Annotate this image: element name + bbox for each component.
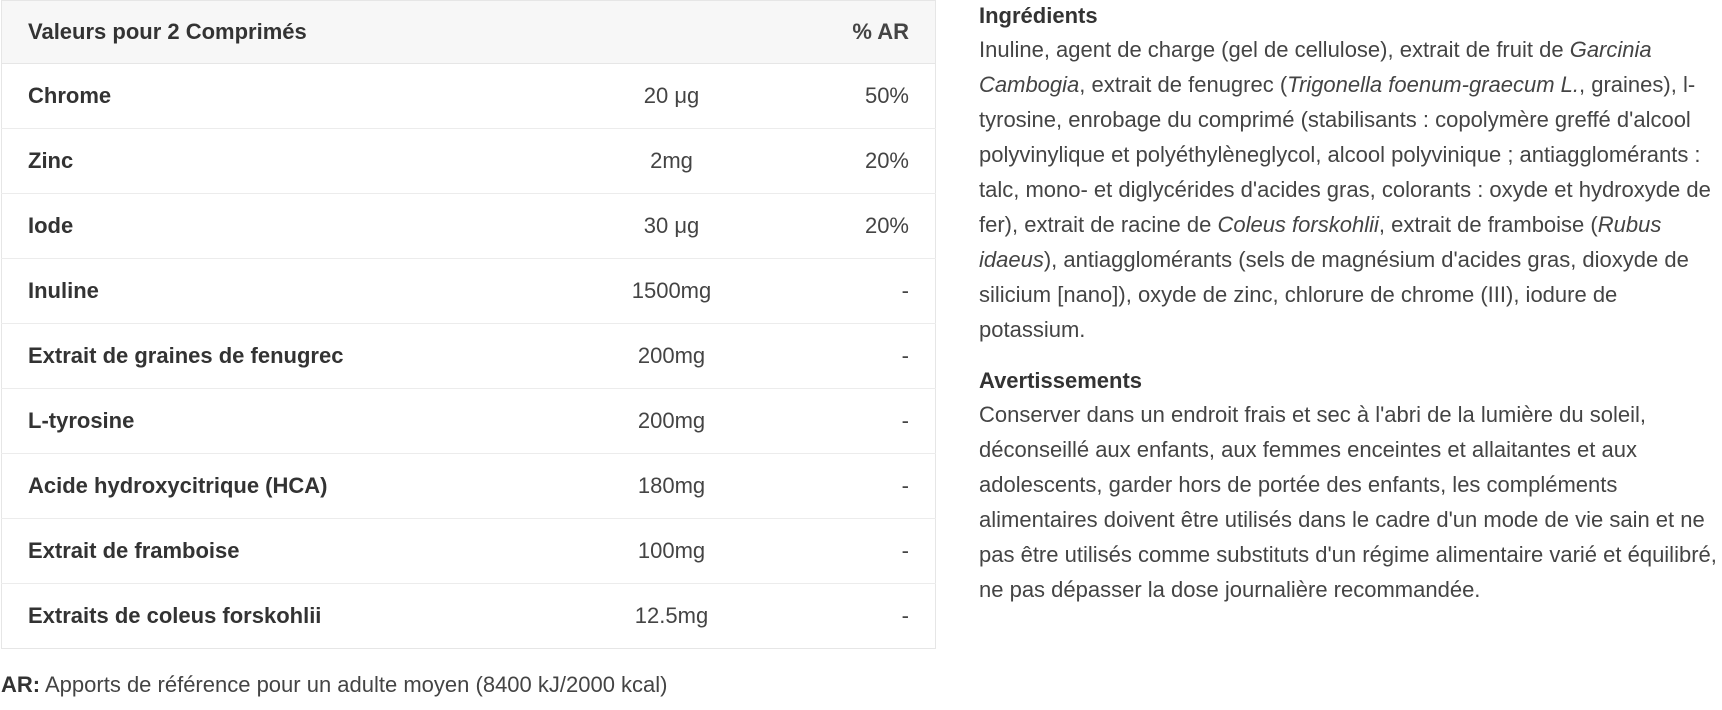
- nutrition-table-body: [2, 64, 936, 649]
- footnote-text: Apports de référence pour un adulte moyen (8400 kJ/2000 kcal): [40, 672, 668, 697]
- nutrition-header-row: [2, 1, 936, 64]
- warnings-text: Conserver dans un endroit frais et sec à l'abri de la lumière du soleil, déconseillé aux enfants, aux femmes enceintes et allaitantes et aux adolescents, garder hors de portée des enfants, les compléments alimentaires doivent être utilisés dans le cadre d'un mode de vie sain et ne pas être utilisés comme substituts d'un régime alimentaire varié et équilibré, ne pas dépasser la dose journalière recommandée.: [979, 402, 1717, 602]
- nutrient-name: Extrait de framboise: [2, 519, 562, 584]
- table-row: [2, 389, 936, 454]
- nutrient-name: Iode: [2, 194, 562, 259]
- nutrient-percent-ar: -: [901, 603, 909, 628]
- nutrition-section: [1, 0, 935, 649]
- table-row: [2, 454, 936, 519]
- nutrient-amount: 180mg: [562, 454, 782, 519]
- nutrient-amount: 20 μg: [562, 64, 782, 129]
- nutrient-percent-ar: -: [782, 259, 936, 324]
- ingredient-text-part: , extrait de framboise (: [1378, 212, 1598, 237]
- warnings-title: Avertissements: [979, 368, 1143, 393]
- ingredients-text: [979, 32, 1719, 347]
- table-row: [2, 194, 936, 259]
- nutrient-percent-ar: 50%: [782, 64, 936, 129]
- nutrient-amount: 30 μg: [562, 194, 782, 259]
- ingredient-text-part: ), antiagglomérants (sels de magnésium d'acides gras, dioxyde de silicium [nano]), oxyde de zinc, chlorure de chrome (III), iodure de potassium.: [979, 247, 1689, 342]
- table-row: [2, 324, 936, 389]
- nutrient-name: Chrome: [2, 64, 562, 129]
- ingredients-title: Ingrédients: [979, 3, 1098, 28]
- table-row: [2, 259, 936, 324]
- nutrient-amount: 200mg: [562, 324, 782, 389]
- footnote-label: AR:: [1, 672, 41, 697]
- header-percent-ar: % AR: [782, 1, 936, 64]
- table-row: [2, 519, 936, 584]
- nutrient-percent-ar: 20%: [782, 194, 936, 259]
- ingredients-section: [979, 0, 1719, 347]
- nutrient-percent-ar: -: [782, 519, 936, 584]
- nutrient-percent-ar: 20%: [782, 129, 936, 194]
- ingredient-latin-name: Coleus forskohlii: [1217, 212, 1379, 237]
- ingredient-latin-name: Trigonella foenum-graecum L.: [1287, 72, 1580, 97]
- nutrient-name: Extraits de coleus forskohlii: [28, 603, 322, 628]
- nutrient-percent-ar: -: [782, 324, 936, 389]
- nutrient-name: Extrait de graines de fenugrec: [2, 324, 562, 389]
- header-values-per-serving: Valeurs pour 2 Comprimés: [2, 1, 562, 64]
- nutrient-name: Acide hydroxycitrique (HCA): [2, 454, 562, 519]
- nutrient-amount: 100mg: [562, 519, 782, 584]
- nutrient-name: L-tyrosine: [2, 389, 562, 454]
- warnings-section: [979, 365, 1719, 607]
- ingredient-text-part: , graines), l-tyrosine, enrobage du comprimé (stabilisants : copolymère greffé d'alcool polyvinylique et polyéthylèneglycol, alcool polyvinique ; antiagglomérants : talc, mono- et diglycérides d'acides gras, colorants : oxyde et hydroxyde de fer), extrait de racine de: [979, 72, 1711, 237]
- nutrient-amount: 1500mg: [562, 259, 782, 324]
- nutrient-amount: 12.5mg: [634, 603, 709, 628]
- ingredient-text-part: Inuline, agent de charge (gel de cellulose), extrait de fruit de: [979, 37, 1570, 62]
- nutrient-name: Inuline: [2, 259, 562, 324]
- nutrition-table: [1, 0, 936, 649]
- ingredient-latin-name: Garcinia Cambogia: [979, 37, 1652, 97]
- header-amount: [562, 1, 782, 64]
- table-row: [2, 64, 936, 129]
- ar-footnote: [1, 672, 668, 698]
- ingredient-latin-name: Rubus idaeus: [979, 212, 1662, 272]
- nutrient-percent-ar: -: [782, 389, 936, 454]
- nutrient-name: Zinc: [2, 129, 562, 194]
- text-column: [979, 0, 1719, 607]
- ingredient-text-part: , extrait de fenugrec (: [1079, 72, 1288, 97]
- nutrient-percent-ar: -: [782, 454, 936, 519]
- nutrient-amount: 2mg: [562, 129, 782, 194]
- nutrient-amount: 200mg: [562, 389, 782, 454]
- table-row: [2, 584, 936, 649]
- table-row: [2, 129, 936, 194]
